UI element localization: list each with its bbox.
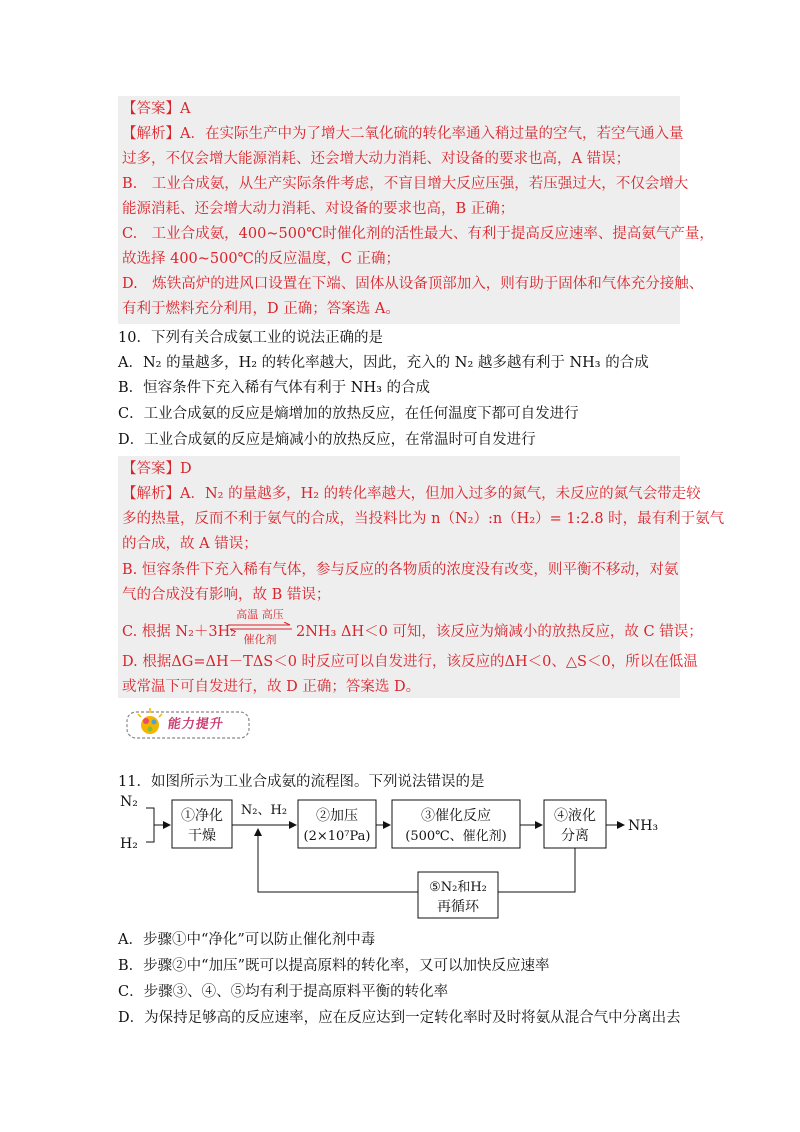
reversible-arrow-icon: [226, 622, 294, 632]
analysis-line: C. 工业合成氨，400~500℃时催化剂的活性最大、有利于提高反应速率、提高氨气产量，: [122, 226, 714, 242]
input-h2: H₂: [120, 836, 138, 852]
input-bracket: [146, 808, 154, 842]
option-d: D．工业合成氨的反应是熵减小的放热反应，在常温时可自发进行: [118, 432, 536, 448]
analysis-line: B. 恒容条件下充入稀有气体，参与反应的各物质的浓度没有改变，则平衡不移动，对氨: [122, 562, 679, 578]
answer-label: 【答案】D: [122, 461, 192, 477]
step3-line2: (500℃、催化剂): [405, 829, 507, 844]
input-n2: N₂: [120, 794, 138, 810]
analysis-line: 多的热量，反而不利于氨气的合成，当投料比为 n（N₂）:n（H₂）= 1:2.8 时，最有利于氨气: [122, 511, 725, 527]
analysis-line: 或常温下可自发进行，故 D 正确；答案选 D。: [122, 679, 421, 695]
reaction-condition: [226, 608, 294, 648]
analysis-line: 的合成，故 A 错误；: [122, 536, 258, 552]
ability-badge-label: 能力提升: [166, 717, 225, 732]
answer-box-10: [118, 456, 725, 698]
equation-line-end: 2NH₃ ΔH＜0 可知，该反应为熵减小的放热反应，故 C 错误；: [296, 624, 703, 640]
option-b: B．步骤②中“加压”既可以提高原料的转化率，又可以加快反应速率: [118, 958, 550, 974]
step3-line1: ③催化反应: [421, 808, 491, 824]
analysis-line: D. 根据ΔG=ΔH－TΔS＜0 时反应可以自发进行，该反应的ΔH＜0、△S＜0，所以在低温: [122, 654, 698, 670]
answer-label: 【答案】A: [122, 101, 191, 117]
analysis-line: 有利于燃料充分利用，D 正确；答案选 A。: [122, 301, 400, 317]
analysis-line: B. 工业合成氨，从生产实际条件考虑，不盲目增大反应压强，若压强过大，不仅会增大: [122, 176, 689, 192]
question-11-stem: 11．如图所示为工业合成氨的流程图。下列说法错误的是: [118, 774, 485, 790]
condition-bottom: 催化剂: [243, 633, 277, 646]
step1-line1: ①净化: [181, 808, 223, 824]
analysis-line: 故选择 400~500℃的反应温度，C 正确；: [122, 251, 401, 267]
step5-line1: ⑤N₂和H₂: [429, 880, 487, 895]
option-d: D．为保持足够高的反应速率，应在反应达到一定转化率时及时将氨从混合气中分离出去: [118, 1010, 681, 1026]
analysis-line: 能源消耗、还会增大动力消耗、对设备的要求也高，B 正确；: [122, 201, 515, 217]
analysis-line: 气的合成没有影响，故 B 错误；: [122, 587, 331, 603]
step4-line1: ④液化: [554, 808, 596, 824]
option-a: A．N₂ 的量越多，H₂ 的转化率越大，因此，充入的 N₂ 越多越有利于 NH₃ 的合成: [118, 355, 649, 371]
analysis-line: 过多，不仅会增大能源消耗、还会增大动力消耗、对设备的要求也高，A 错误；: [122, 151, 631, 167]
condition-top: 高温 高压: [236, 608, 284, 621]
ammonia-flow-diagram: [118, 792, 678, 922]
analysis-line: 【解析】A．在实际生产中为了增大二氧化硫的转化率通入稍过量的空气，若空气通入量: [122, 126, 684, 142]
option-c: C．工业合成氨的反应是熵增加的放热反应，在任何温度下都可自发进行: [118, 406, 579, 422]
analysis-line: 【解析】A．N₂ 的量越多，H₂ 的转化率越大，但加入过多的氮气，未反应的氮气会带走较: [122, 486, 701, 502]
option-c: C．步骤③、④、⑤均有利于提高原料平衡的转化率: [118, 984, 449, 1000]
equation-line-start: C. 根据 N₂＋3H₂: [122, 624, 237, 640]
output-nh3: NH₃: [628, 818, 659, 834]
analysis-line: D. 炼铁高炉的进风口设置在下端、固体从设备顶部加入，则有助于固体和气体充分接触、: [122, 276, 704, 292]
option-b: B．恒容条件下充入稀有气体有利于 NH₃ 的合成: [118, 380, 431, 396]
option-a: A．步骤①中“净化”可以防止催化剂中毒: [118, 932, 376, 948]
step1-line2: 干燥: [188, 828, 216, 844]
step4-line2: 分离: [561, 828, 589, 844]
answer-box-9: [118, 96, 714, 324]
step5-line2: 再循环: [437, 899, 479, 915]
step2-line1: ②加压: [316, 808, 358, 824]
step2-line2: (2×10⁷Pa): [303, 829, 371, 844]
mid-label: N₂、H₂: [240, 803, 288, 818]
question-10-stem: 10．下列有关合成氨工业的说法正确的是: [118, 330, 383, 346]
